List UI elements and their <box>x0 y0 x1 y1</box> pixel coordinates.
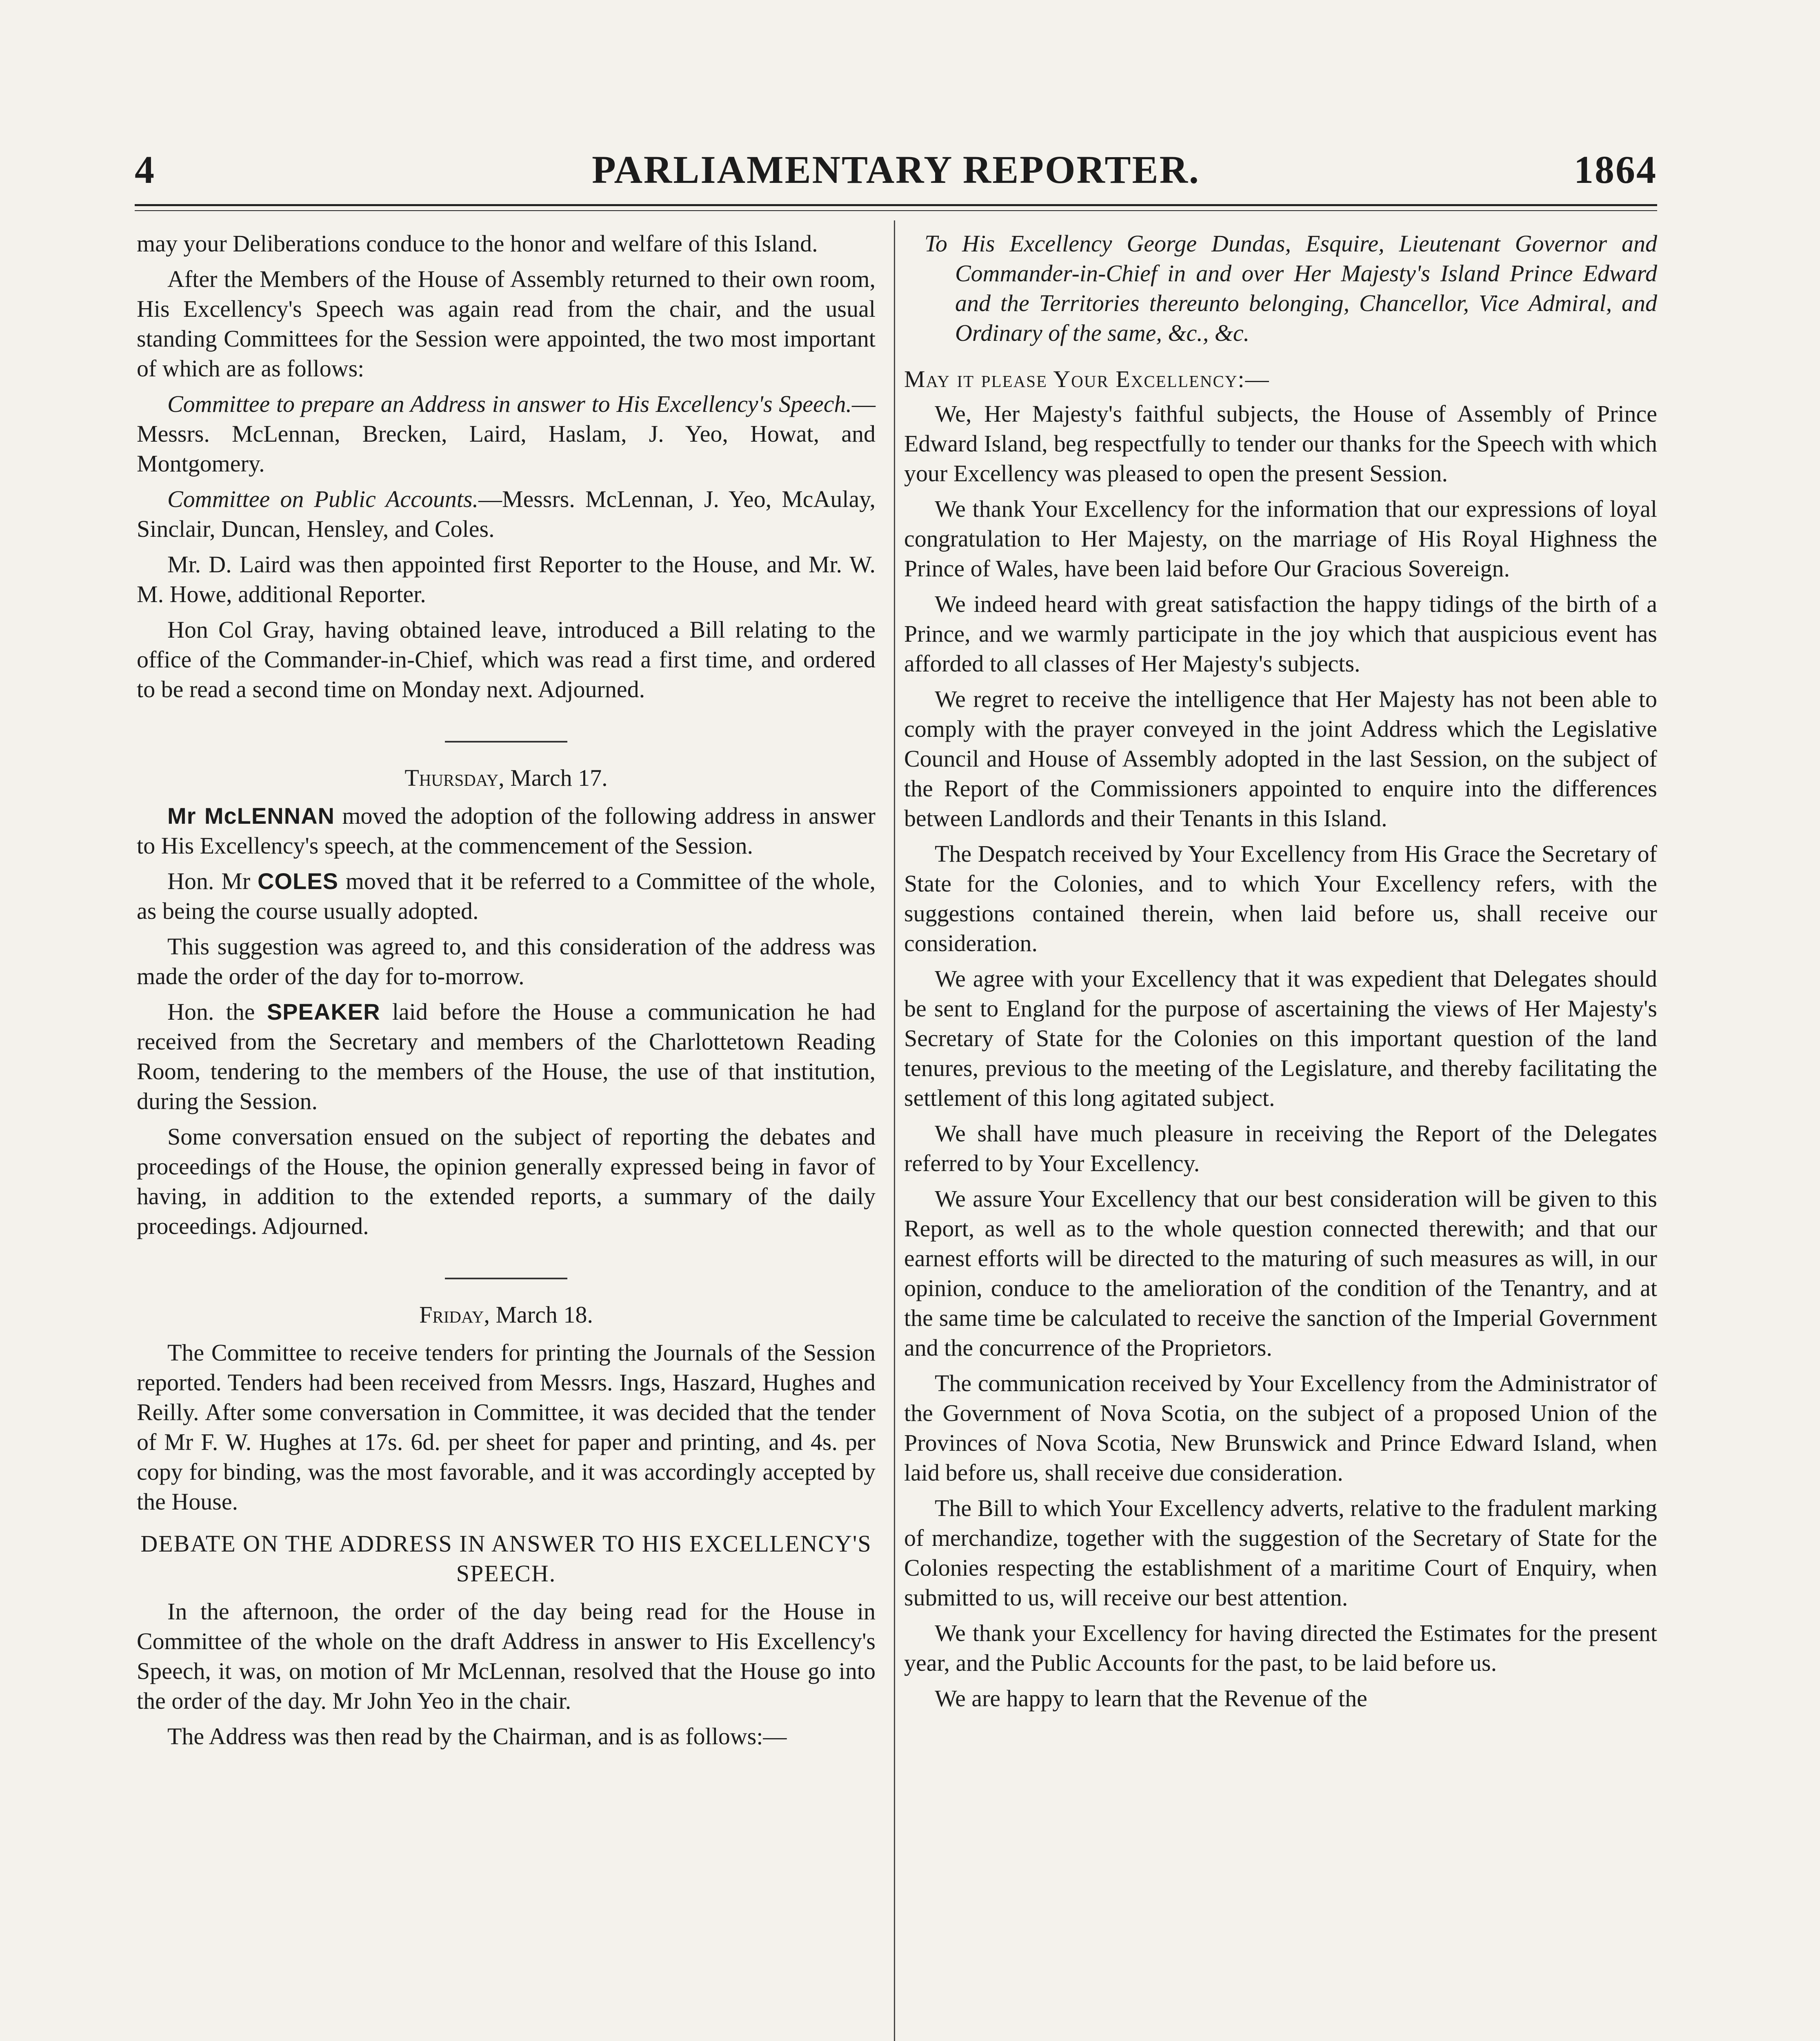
paragraph: We regret to receive the intelligence that Her Majesty has not been able to comply with the prayer conveyed in the joint Address which the Legislative Council and House of Assembly adopted in the last Session, on the subject of the Report of the Commissioners appointed to enquire into the differences between Landlords and their Tenants in this Island. <box>904 686 1657 832</box>
committee-title: Committee to prepare an Address in answer to His Excellency's Speech. <box>167 391 852 417</box>
date-day: Thursday, <box>404 765 504 791</box>
paragraph: Mr McLENNAN moved the adoption of the following address in answer to His Excellency's speech, at the commencement of the Session. <box>137 803 876 859</box>
paragraph: Some conversation ensued on the subject of reporting the debates and proceedings of the House, the opinion generally expressed being in favor of having, in addition to the extended reports, a summary of the daily proceedings. Adjourned. <box>137 1123 876 1239</box>
page-number: 4 <box>135 148 156 191</box>
section-separator <box>445 741 567 743</box>
section-separator <box>445 1278 567 1279</box>
committee-title: Committee on Public Accounts. <box>167 486 479 512</box>
speaker-name: COLES <box>258 868 338 894</box>
column-divider <box>894 220 895 2041</box>
publication-title: PARLIAMENTARY REPORTER. <box>592 148 1200 191</box>
paragraph: The Committee to receive tenders for printing the Journals of the Session reported. Tenders had been received from Messrs. Ings, Haszard, Hughes and Reilly. After some conversation in Committee, it was decided that the tender of Mr F. W. Hughes at 17s. 6d. per sheet for paper and printing, and 4s. per copy for binding, was the most favorable, and it was accordingly accepted by the House. <box>137 1339 876 1515</box>
left-column <box>137 229 876 2041</box>
page-header <box>135 147 1657 200</box>
paragraph: We indeed heard with great satisfaction the happy tidings of the birth of a Prince, and we warmly participate in the joy which that auspicious event has afforded to all classes of Her Majesty's subjects. <box>904 591 1657 677</box>
paragraph: Hon Col Gray, having obtained leave, introduced a Bill relating to the office of the Commander-in-Chief, which was read a first time, and ordered to be read a second time on Monday next. Adjourned. <box>137 616 876 703</box>
paragraph: In the afternoon, the order of the day being read for the House in Committee of the whole on the draft Address in answer to His Excellency's Speech, it was, on motion of Mr McLennan, resolved that the House go into the order of the day. Mr John Yeo in the chair. <box>137 1598 876 1714</box>
date-heading <box>137 1300 876 1330</box>
paragraph: The Despatch received by Your Excellency from His Grace the Secretary of State for the Colonies, and to which Your Excellency refers, with the suggestions contained therein, when laid before us, shall receive our consideration. <box>904 840 1657 956</box>
committee-entry <box>137 389 876 478</box>
paragraph: We thank your Excellency for having directed the Estimates for the present year, and the Public Accounts for the past, to be laid before us. <box>904 1620 1657 1676</box>
paragraph: may your Deliberations conduce to the honor and welfare of this Island. <box>137 230 818 257</box>
paragraph: Hon. Mr COLES moved that it be referred to a Committee of the whole, as being the course usually adopted. <box>137 868 876 924</box>
paragraph: We agree with your Excellency that it was expedient that Delegates should be sent to England for the purpose of ascertaining the views of Her Majesty's Secretary of State for the Colonies on this important question of the land tenures, previous to the meeting of the Legislature, and thereby facilitating the settlement of this long agitated subject. <box>904 965 1657 1111</box>
date-day: Friday, <box>419 1301 490 1328</box>
paragraph: After the Members of the House of Assembly returned to their own room, His Excellency's Speech was again read from the chair, and the usual standing Committees for the Session were appointed, the two most important of which are as follows: <box>137 266 876 382</box>
paragraph: We are happy to learn that the Revenue of the <box>935 1685 1367 1712</box>
header-rule <box>135 204 1657 211</box>
date-text: March 18. <box>496 1301 593 1328</box>
paragraph: We thank Your Excellency for the information that our expressions of loyal congratulation to Her Majesty, on the marriage of His Royal Highness the Prince of Wales, have been laid before Our Gracious Sovereign. <box>904 496 1657 582</box>
committee-entry <box>137 484 876 544</box>
paragraph: The Address was then read by the Chairman, and is as follows:— <box>167 1723 787 1750</box>
date-heading <box>137 763 876 793</box>
paragraph: Mr. D. Laird was then appointed first Reporter to the House, and Mr. W. M. Howe, additional Reporter. <box>137 551 876 607</box>
paragraph: The communication received by Your Excellency from the Administrator of the Government of Nova Scotia, on the subject of a proposed Union of the Provinces of Nova Scotia, New Brunswick and Prince Edward Island, when laid before us, shall receive due consideration. <box>904 1370 1657 1486</box>
committee-members: —Messrs. McLennan, Brecken, Laird, Haslam, J. Yeo, Howat, and Montgomery. <box>137 391 876 477</box>
debate-heading: DEBATE ON THE ADDRESS IN ANSWER TO HIS EXCELLENCY'S SPEECH. <box>140 1530 872 1587</box>
paragraph: This suggestion was agreed to, and this consideration of the address was made the order of the day for to-morrow. <box>137 933 876 989</box>
paragraph: We, Her Majesty's faithful subjects, the House of Assembly of Prince Edward Island, beg respectfully to tender our thanks for the Speech with which your Excellency was pleased to open the present Session. <box>904 400 1657 487</box>
committee-members: —Messrs. McLennan, J. Yeo, McAulay, Sinclair, Duncan, Hensley, and Coles. <box>137 486 876 542</box>
publication-year: 1864 <box>1574 148 1657 191</box>
speaker-name: SPEAKER <box>267 999 380 1025</box>
address-opening: May it please Your Excellency:— <box>904 366 1270 392</box>
paragraph: We assure Your Excellency that our best consideration will be given to this Report, as well as to the whole question connected therewith; and that our earnest efforts will be directed to the maturing of such measures as will, in our opinion, conduce to the amelioration of the condition of the Tenantry, and at the same time be calculated to receive the sanction of the Imperial Government and the concurrence of the Proprietors. <box>904 1185 1657 1361</box>
paragraph: We shall have much pleasure in receiving the Report of the Delegates referred to by Your Excellency. <box>904 1120 1657 1176</box>
date-text: March 17. <box>510 765 608 791</box>
paragraph: The Bill to which Your Excellency adverts, relative to the fradulent marking of merchandize, together with the suggestion of the Secretary of State for the Colonies respecting the establishment of a maritime Court of Enquiry, when submitted to us, will receive our best attention. <box>904 1495 1657 1611</box>
speaker-name: Mr McLENNAN <box>167 803 335 829</box>
address-salutation: To His Excellency George Dundas, Esquire, Lieutenant Governor and Commander-in-Chief in and over Her Majesty's Island Prince Edward and the Territories thereunto belonging, Chancellor, Vice Admiral, and Ordinary of the same, &c., &c. <box>924 230 1657 346</box>
right-column <box>904 229 1657 2041</box>
paragraph: Hon. the SPEAKER laid before the House a communication he had received from the Secretary and members of the Charlottetown Reading Room, tendering to the members of the House, the use of that institution, during the Session. <box>137 998 876 1114</box>
